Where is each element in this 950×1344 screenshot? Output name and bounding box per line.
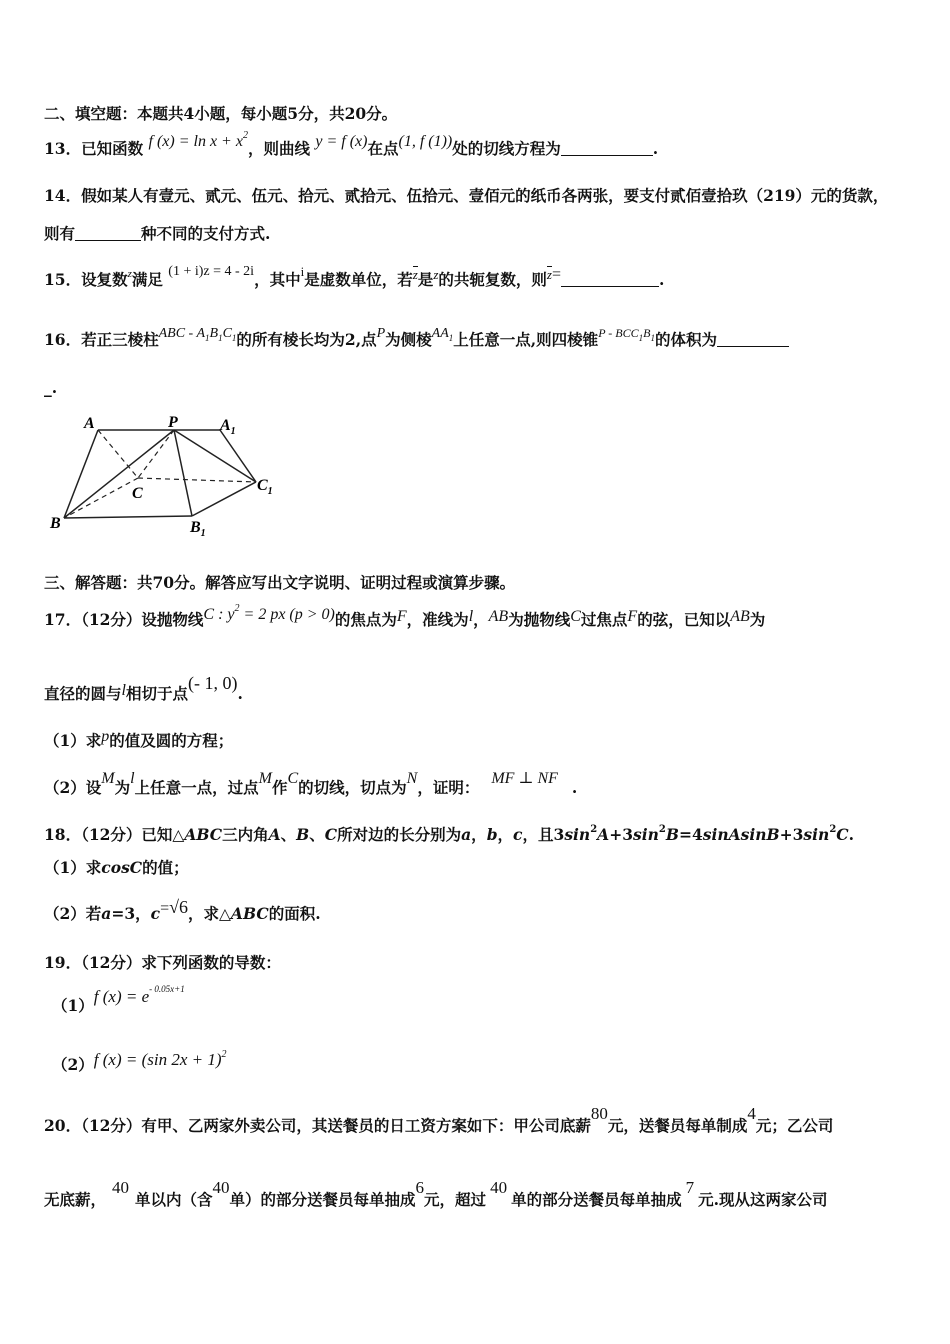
- q15-z2: z: [433, 267, 439, 282]
- q15-number: 15．: [44, 270, 82, 289]
- q15-z: z: [127, 268, 132, 280]
- question-15: [44, 264, 665, 292]
- q17-m: M: [101, 770, 115, 787]
- q16-pyramid: P - BCC1B1: [598, 326, 655, 343]
- q17-text-4: ，: [473, 610, 489, 629]
- edge-c-c1-hidden: [138, 478, 256, 482]
- q17-p2-text-f: ，证明：: [417, 778, 480, 797]
- q17-p2-end: .: [571, 778, 578, 797]
- section-2-heading: 二、填空题：本题共4小题，每小题5分，共20分。: [44, 104, 398, 123]
- q17-text-7: 的弦，已知以: [637, 610, 731, 629]
- q15-zbar: z: [412, 267, 418, 282]
- label-p: P: [168, 414, 178, 431]
- q17-text-8: 为: [749, 610, 766, 629]
- question-17-line-1: [44, 603, 766, 633]
- q16-p: P: [376, 326, 386, 341]
- q17-ab: AB: [488, 608, 509, 625]
- q13-number: 13．: [44, 139, 82, 158]
- edge-a-c-hidden: [98, 430, 138, 478]
- q13-text-4: 处的切线方程为: [452, 139, 561, 158]
- edge-p-b1: [174, 430, 192, 516]
- label-c1: $C_1$: [257, 477, 273, 497]
- question-19-part-1: （1）f $(x) = e^{- 0.05x+1}$: [52, 984, 185, 1015]
- q18-number: 18．（12分）: [44, 825, 142, 844]
- q17-p2-text-e: 的切线，切点为: [298, 778, 407, 797]
- q15-text-4: 是虚数单位，若: [304, 270, 413, 289]
- label-b1: $B_1$: [190, 519, 206, 538]
- q17-c2: C: [287, 770, 299, 787]
- q17-text-6: 过焦点: [580, 610, 628, 629]
- q14-text-2: 种不同的支付方式.: [141, 224, 271, 243]
- q13-function: f $(x) = \ln x + x^2$: [148, 130, 248, 150]
- q17-l3: l: [130, 770, 135, 787]
- section-3-heading: 三、解答题：共70分。解答应写出文字说明、证明过程或演算步骤。: [44, 573, 516, 592]
- q17-m2: M: [258, 770, 272, 787]
- question-20-line-2: 无底薪，40单以内（含40单）的部分送餐员每单抽成6元，超过40单的部分送餐员每单抽成7元.现从这两家公司: [44, 1178, 828, 1209]
- q16-answer-blank[interactable]: [717, 330, 789, 347]
- q13-text-2: ，则曲线: [247, 139, 310, 158]
- question-18-part-1: （1）求cosC的值；: [44, 858, 189, 877]
- q17-p2-label: （2）设: [44, 778, 102, 797]
- q13-end: .: [652, 139, 659, 158]
- q17-f: F: [396, 608, 407, 625]
- question-20-line-1: 20．（12分）有甲、乙两家外卖公司，其送餐员的日工资方案如下：甲公司底薪80元，送餐员每单制成4元；乙公司: [44, 1104, 834, 1135]
- q17-p2-text-b: 为: [114, 778, 131, 797]
- q17-c: C: [570, 608, 581, 625]
- q19-number: 19．（12分）: [44, 953, 142, 972]
- q17-text-3: ，准线为: [406, 610, 469, 629]
- question-13: [44, 130, 659, 162]
- q15-equation: (1 + i)z = 4 - 2i: [168, 264, 255, 279]
- q15-text-2: 满足: [131, 270, 163, 289]
- q15-text-1: 设复数: [81, 270, 128, 289]
- q17-p2-text-c: 上任意一点，过点: [134, 778, 259, 797]
- q15-text-6: 的共轭复数，则: [438, 270, 547, 289]
- q17-text-1: 设抛物线: [141, 610, 204, 629]
- question-17-part-1: [44, 728, 234, 752]
- q17-p1-p: p: [101, 728, 110, 745]
- q17-p1-label: （1）求: [44, 731, 102, 750]
- q15-end: .: [658, 270, 665, 289]
- q18-equation: $3\sin^2A+3\sin^2B=4sinAsinB+3\sin^2C$: [553, 824, 849, 844]
- question-19: 19．（12分）求下列函数的导数：: [44, 953, 281, 972]
- label-c: C: [132, 485, 143, 502]
- q17-ab2: AB: [730, 608, 750, 625]
- edge-a1-c1: [220, 430, 256, 482]
- q13-point: (1, f (1)): [398, 133, 453, 150]
- edge-b-b1: [64, 516, 192, 518]
- q17-p2-text-d: 作: [271, 778, 288, 797]
- q15-answer-blank[interactable]: [561, 270, 659, 287]
- q16-text-3: 为侧棱: [385, 330, 432, 349]
- q17-line2-text-a: 直径的圆与: [44, 684, 122, 703]
- q16-number: 16．: [44, 330, 82, 349]
- q16-text-2: 的所有棱长均为2,点: [236, 330, 377, 349]
- question-16-continuation: _.: [44, 378, 58, 397]
- q17-text-5: 为抛物线: [508, 610, 571, 629]
- q16-text-1: 若正三棱柱: [81, 330, 159, 349]
- q14-text-1: 则有: [44, 224, 76, 243]
- prism-figure: [44, 412, 284, 538]
- question-16: [44, 326, 789, 352]
- label-a1: $A_1$: [220, 417, 236, 437]
- q13-text-3: 在点: [367, 139, 399, 158]
- q17-parabola: C : $y^2 = 2$ px (p > 0): [203, 603, 335, 623]
- q19-f1: f $(x) = e^{- 0.05x+1}$: [93, 984, 185, 1006]
- q14-answer-blank[interactable]: [75, 224, 141, 241]
- q18-sqrt6: √6: [169, 897, 188, 917]
- question-18-part-2: （2）若a=3，c=√6，求△ABC的面积.: [44, 897, 321, 923]
- q15-zbar2: z: [546, 267, 552, 282]
- question-14-line-1: 14．假如某人有壹元、贰元、伍元、拾元、贰拾元、伍拾元、壹佰元的纸币各两张，要支付贰佰壹拾玖（219）元的货款，: [44, 186, 889, 205]
- q17-number: 17．（12分）: [44, 610, 142, 629]
- label-a: A: [84, 415, 95, 432]
- q17-text-2: 的焦点为: [334, 610, 397, 629]
- q16-text-4: 上任意一点,则四棱锥: [453, 330, 599, 349]
- q13-curve: y = f (x): [315, 133, 368, 150]
- q17-line2-text-b: 相切于点: [125, 684, 188, 703]
- q17-l2: l: [121, 682, 126, 699]
- edge-c-b-hidden: [64, 478, 138, 518]
- q17-n: N: [406, 770, 418, 787]
- question-17-line-2: [44, 673, 243, 705]
- q16-text-5: 的体积为: [654, 330, 717, 349]
- question-17-part-2: [44, 770, 578, 799]
- q15-text-3: ，其中: [254, 270, 301, 289]
- q15-text-5: 是: [417, 270, 434, 289]
- edge-b1-c1: [192, 482, 256, 516]
- q17-tangent-point: (- 1, 0): [187, 673, 238, 693]
- question-18: 18．（12分）已知△ABC三内角A、B、C所对边的长分别为a，b，c，且$3\sin^2A+3\sin^2B=4sinAsinB+3\sin^2C$.: [44, 824, 855, 844]
- q16-aa: $AA_1$: [431, 326, 454, 343]
- question-19-part-2: （2）f (x) = (sin 2x + 1)$^2$: [52, 1049, 227, 1074]
- q19-f2: f (x) = (sin 2x + 1)$^2$: [93, 1049, 227, 1069]
- q15-i: i: [300, 264, 305, 279]
- q17-p1-text: 的值及圆的方程；: [109, 731, 234, 750]
- q17-l: l: [468, 608, 474, 625]
- q17-line2-end: .: [237, 684, 243, 703]
- q20-number: 20．（12分）: [44, 1116, 142, 1135]
- q15-equals: =: [551, 266, 561, 283]
- q13-text-1: 已知函数: [81, 139, 144, 158]
- q13-answer-blank[interactable]: [561, 139, 653, 156]
- edge-p-c1: [174, 430, 256, 482]
- question-14-line-2: [44, 224, 270, 244]
- q17-perp: MF ⊥ NF: [491, 770, 558, 787]
- label-b: B: [50, 515, 61, 532]
- q17-f2: F: [627, 608, 638, 625]
- q16-prism: ABC - $A_1B_1C_1$: [158, 326, 237, 343]
